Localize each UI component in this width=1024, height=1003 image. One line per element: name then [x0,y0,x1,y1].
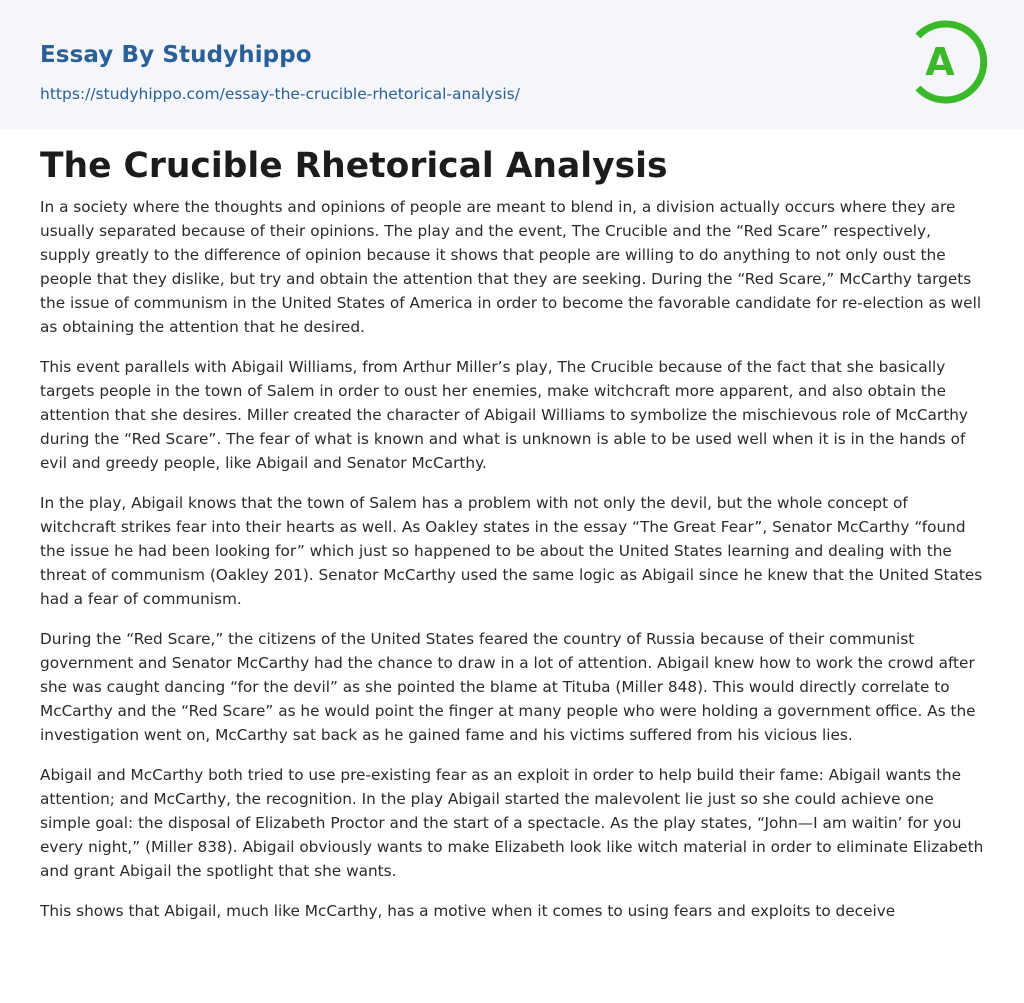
essay-body [40,195,984,939]
site-header [0,0,1024,129]
essay-paragraph: This event parallels with Abigail Williams, from Arthur Miller’s play, The Crucible because of the fact that she basically targets people in the town of Salem in order to oust her enemies, make witchcraft more apparent, and also obtain the attention that she desires. Miller created the character of Abigail Williams to symbolize the mischievous role of McCarthy during the “Red Scare”. The fear of what is known and what is unknown is able to be used well when it is in the hands of evil and greedy people, like Abigail and Senator McCarthy. [40,358,968,472]
essay-paragraph: During the “Red Scare,” the citizens of the United States feared the country of Russia because of their communist government and Senator McCarthy had the chance to draw in a lot of attention. Abigail knew how to work the crowd after she was caught dancing “for the devil” as she pointed the blame at Tituba (Miller 848). This would directly correlate to McCarthy and the “Red Scare” as he would point the finger at many people who were holding a government office. As the investigation went on, McCarthy sat back as he gained fame and his victims suffered from his vicious lies. [40,630,976,744]
essay-paragraph: This shows that Abigail, much like McCarthy, has a motive when it comes to using fears and exploits to deceive [40,902,896,920]
essay-url-link[interactable]: https://studyhippo.com/essay-the-crucible-rhetorical-analysis/ [40,85,520,103]
essay-paragraph: Abigail and McCarthy both tried to use pre-existing fear as an exploit in order to help build their fame: Abigail wants the attention; and McCarthy, the recognition. In the play Abigail started the malevolent lie just so she could achieve one simple goal: the disposal of Elizabeth Proctor and the start of a spectacle. As the play states, “John—I am waitin’ for you every night,” (Miller 838). Abigail obviously wants to make Elizabeth look like witch material in order to eliminate Elizabeth and grant Abigail the spotlight that she wants. [40,766,984,880]
essay-paragraph: In the play, Abigail knows that the town of Salem has a problem with not only the devil, but the whole concept of witchcraft strikes fear into their hearts as well. As Oakley states in the essay “The Great Fear”, Senator McCarthy “found the issue he had been looking for” which just so happened to be about the United States learning and dealing with the threat of communism (Oakley 201). Senator McCarthy used the same logic as Abigail since he knew that the United States had a fear of communism. [40,494,983,608]
essay-title: The Crucible Rhetorical Analysis [40,146,668,186]
essay-paragraph: In a society where the thoughts and opinions of people are meant to blend in, a division actually occurs where they are usually separated because of their opinions. The play and the event, The Crucible and the “Red Scare” respectively, supply greatly to the difference of opinion because it shows that people are willing to do anything to not only oust the people that they dislike, but try and obtain the attention that they are seeking. During the “Red Scare,” McCarthy targets the issue of communism in the United States of America in order to become the favorable candidate for re-election as well as obtaining the attention that he desired. [40,198,982,336]
studyhippo-logo-icon[interactable] [908,16,990,108]
brand-title: Essay By Studyhippo [40,42,312,68]
logo-letter: A [925,40,955,84]
